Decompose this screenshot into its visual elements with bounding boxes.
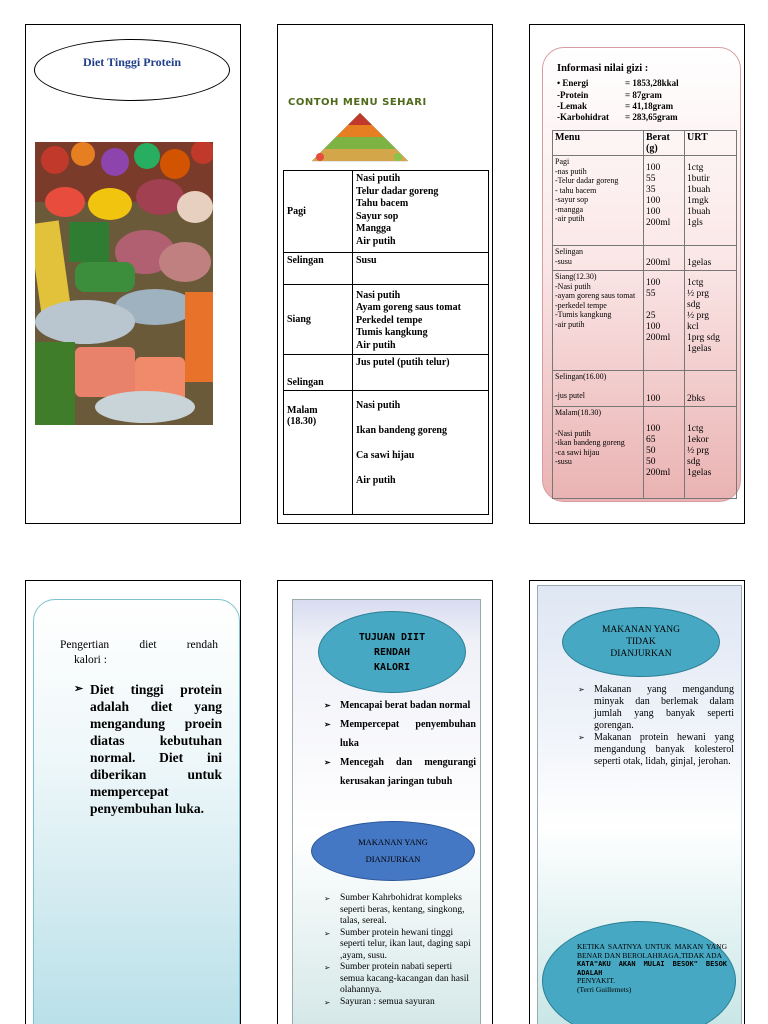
urt-value: ½ prg: [687, 289, 709, 299]
table-row: [284, 253, 489, 285]
daily-menu-table: [283, 170, 489, 515]
weight-value: 25: [646, 311, 656, 321]
nutrient-row: [557, 112, 678, 122]
weight-value: 50: [646, 457, 656, 467]
urt-value: ½ prg: [687, 311, 709, 321]
food-line: -mangga: [555, 204, 583, 214]
recommended-item: ➢ Sayuran : semua sayuran: [324, 997, 476, 1009]
nutrient-name: • Energi: [557, 78, 589, 88]
meal-time-label: Malam (18.30): [287, 405, 318, 427]
column-header: Berat (g): [644, 131, 685, 156]
menu-item: Tumis kangkung: [356, 327, 428, 338]
menu-item: Air putih: [356, 475, 396, 486]
menu-item: Nasi putih: [356, 289, 401, 301]
food-line: -sayur sop: [555, 195, 589, 204]
goals-oval: [318, 611, 466, 693]
quote-line-emphasis: KATA"AKU AKAN MULAI BESOK" BESOK ADALAH: [577, 960, 727, 977]
food-line: Selingan(16.00): [555, 372, 607, 381]
meal-time: Selingan: [284, 355, 353, 391]
nutrient-value: = 1853,28kkal: [625, 78, 679, 88]
nutrient-row: [557, 101, 673, 111]
urt-value: sdg: [687, 300, 701, 310]
weight-value: 55: [646, 174, 656, 184]
not-recommended-item: ➢ Makanan protein hewani yang mengandung banyak kolesterol seperti otak, lidah, ginjal, jerohan.: [578, 732, 734, 768]
food-cell: [553, 271, 644, 371]
not-recommended-oval: [562, 607, 720, 677]
goals-title-line: TUJUAN DIIT: [358, 631, 426, 643]
menu-item: Nasi putih: [356, 173, 401, 184]
table-row: [553, 407, 737, 499]
column-header: URT: [685, 131, 737, 156]
urt-value: 2bks: [687, 394, 705, 404]
panel-not-recommended: [529, 580, 745, 1024]
meal-time: [284, 391, 353, 515]
urt-value: sdg: [687, 457, 701, 467]
recommended-item: ➢ Sumber Kahrbohidrat kompleks seperti beras, kentang, singkong, talas, sereal.: [324, 893, 476, 928]
food-line: -nas putih: [555, 166, 587, 176]
menu-item: Perkedel tempe: [356, 314, 423, 326]
table-row: [284, 355, 489, 391]
nutrition-title: Informasi nilai gizi :: [557, 63, 649, 74]
definition-list: [74, 681, 222, 817]
food-line: -Tumis kangkung: [555, 310, 612, 319]
food-line: - tahu bacem: [555, 185, 597, 195]
weight-value: 100: [646, 424, 661, 434]
table-row: [284, 391, 489, 515]
not-recommended-title-line: DIANJURKAN: [610, 649, 672, 659]
menu-item: Ca sawi hijau: [356, 450, 415, 461]
recommended-list: [324, 893, 476, 1008]
food-cell: [553, 371, 644, 407]
weight-cell: [644, 271, 685, 371]
nutrient-name-text: Energi: [562, 78, 589, 88]
goals-title-line: RENDAH: [373, 646, 411, 658]
not-recommended-item: ➢ Makanan yang mengandung minyak dan berlemak dalam jumlah yang banyak seperti gorengan.: [578, 684, 734, 732]
urt-value: 1ctg: [687, 163, 704, 173]
recommended-title-line: DIANJURKAN: [365, 854, 421, 864]
goal-item: ➢ Mencegah dan mengurangi kerusakan jaringan tubuh: [324, 753, 476, 791]
urt-value: ½ prg: [687, 446, 709, 456]
quote-line: PENYAKIT.: [577, 976, 615, 985]
urt-value: 1buah: [687, 185, 711, 195]
meal-time: Selingan: [284, 253, 353, 285]
nutrient-value: = 41,18gram: [625, 101, 674, 111]
nutrient-name: -Karbohidrat: [557, 112, 610, 122]
meal-items: [353, 171, 489, 253]
urt-cell: [685, 407, 737, 499]
goal-item: ➢ Mempercepat penyembuhan luka: [324, 715, 476, 753]
food-line: -ca sawi hijau: [555, 447, 600, 457]
urt-value: 1gelas: [687, 468, 712, 478]
weight-value: 100: [646, 394, 661, 404]
table-header-row: [553, 131, 737, 156]
menu-item: Nasi putih: [356, 400, 401, 411]
meal-items: [353, 391, 489, 515]
food-line: Siang(12.30): [555, 272, 597, 281]
not-recommended-title-line: TIDAK: [626, 637, 656, 647]
urt-cell: [685, 246, 737, 271]
menu-item: Telur dadar goreng: [356, 185, 439, 197]
menu-item: Air putih: [356, 339, 396, 351]
urt-value: kcl: [687, 322, 699, 332]
nutrient-row: [557, 78, 679, 88]
food-line: -ayam goreng saus tomat: [555, 291, 636, 300]
quote: [577, 943, 727, 994]
table-row: [553, 246, 737, 271]
panel-cover: [25, 24, 241, 524]
definition-title: Pengertian diet rendah: [60, 639, 218, 651]
table-row: [284, 171, 489, 253]
title-oval: [34, 39, 230, 101]
urt-cell: [685, 371, 737, 407]
menu-item: Mangga: [356, 223, 391, 234]
weight-value: 200ml: [646, 258, 671, 268]
panel-goals: [277, 580, 493, 1024]
weight-cell: [644, 407, 685, 499]
quote-line: KETIKA SAATNYA UNTUK MAKAN YANG BENAR DAN BEROLAHRAGA,TIDAK ADA: [577, 942, 727, 960]
meal-time: Siang: [284, 285, 353, 355]
nutrient-value: = 283,65gram: [625, 112, 678, 122]
definition-title-cont: kalori :: [74, 654, 107, 666]
definition-text: ➢ Diet tinggi protein adalah diet yang mengandung proein diatas kebutuhan normal. Diet ini diberikan untuk mempercepat penyembuhan luka.: [74, 681, 222, 817]
table-row: [553, 371, 737, 407]
table-row: [553, 156, 737, 246]
weight-value: 200ml: [646, 333, 671, 343]
recommended-title-line: MAKANAN YANG: [358, 837, 428, 847]
vegetables-photo: [35, 142, 213, 425]
panel-menu: [277, 24, 493, 524]
brochure-title: Diet Tinggi Protein: [82, 54, 181, 69]
food-line: Pagi: [555, 157, 570, 166]
urt-value: 1ctg: [687, 424, 704, 434]
menu-heading: CONTOH MENU SEHARI: [288, 97, 427, 108]
food-line: -perkedel tempe: [555, 300, 607, 310]
urt-value: 1gls: [687, 218, 703, 228]
menu-item: Susu: [356, 255, 377, 266]
goal-item: ➢ Mencapai berat badan normal: [324, 696, 476, 715]
weight-value: 50: [646, 446, 656, 456]
weight-value: 35: [646, 185, 656, 195]
food-cell: [553, 156, 644, 246]
meal-items: [353, 355, 489, 391]
urt-value: 1gelas: [687, 258, 712, 268]
food-line: -susu: [555, 256, 572, 266]
table-row: [553, 271, 737, 371]
urt-value: 1butir: [687, 174, 710, 184]
panel-nutrition: [529, 24, 745, 524]
nutrient-row: [557, 90, 662, 100]
panel-definition: [25, 580, 241, 1024]
menu-item: Tahu bacem: [356, 198, 409, 209]
weight-value: 100: [646, 278, 661, 288]
quote-author: (Terri Guillemets): [577, 984, 632, 994]
urt-value: 1mgk: [687, 196, 709, 206]
goals-title-line: KALORI: [373, 661, 411, 673]
weight-value: 200ml: [646, 218, 671, 228]
urt-cell: [685, 156, 737, 246]
food-cell: [553, 246, 644, 271]
food-line: -air putih: [555, 214, 585, 223]
menu-item: Sayur sop: [356, 210, 399, 222]
food-line: -susu: [555, 457, 572, 466]
recommended-item: ➢ Sumber protein nabati seperti semua kacang-kacangan dan hasil olahannya.: [324, 962, 476, 997]
weight-cell: [644, 156, 685, 246]
goals-list: [324, 696, 476, 791]
menu-item: Ayam goreng saus tomat: [356, 302, 461, 313]
menu-item: Ikan bandeng goreng: [356, 425, 447, 436]
food-line: -Nasi putih: [555, 428, 591, 438]
column-header: Menu: [553, 131, 644, 156]
food-line: -air putih: [555, 319, 585, 329]
menu-item: Jus putel (putih telur): [356, 357, 450, 368]
urt-value: 1prg sdg: [687, 333, 720, 343]
urt-value: 1gelas: [687, 344, 712, 354]
meal-items: [353, 253, 489, 285]
weight-value: 55: [646, 289, 656, 299]
weight-value: 100: [646, 196, 661, 206]
food-line: -Telur dadar goreng: [555, 176, 619, 185]
meal-items: [353, 285, 489, 355]
food-line: -jus putel: [555, 390, 585, 400]
not-recommended-title-line: MAKANAN YANG: [601, 625, 681, 635]
weight-value: 100: [646, 163, 661, 173]
weight-cell: [644, 371, 685, 407]
weight-cell: [644, 246, 685, 271]
recommended-item: ➢ Sumber protein hewani tinggi seperti telur, ikan laut, daging sapi ,ayam, susu.: [324, 928, 476, 963]
weight-value: 65: [646, 435, 656, 445]
urt-value: 1buah: [687, 207, 711, 217]
weight-value: 200ml: [646, 468, 671, 478]
food-line: Malam(18.30): [555, 408, 601, 417]
meal-time: Pagi: [284, 171, 353, 253]
food-line: -Nasi putih: [555, 281, 591, 291]
food-pyramid-image: [290, 111, 430, 165]
not-recommended-list: [578, 684, 734, 768]
weight-value: 100: [646, 207, 661, 217]
recommended-oval: [311, 821, 475, 881]
menu-item: Air putih: [356, 235, 396, 247]
food-line: Selingan: [555, 247, 583, 256]
nutrition-table: [552, 130, 737, 499]
weight-value: 100: [646, 322, 661, 332]
nutrient-name: -Lemak: [557, 101, 587, 111]
nutrient-value: = 87gram: [625, 90, 662, 100]
food-cell: [553, 407, 644, 499]
urt-value: 1ctg: [687, 278, 704, 288]
table-row: [284, 285, 489, 355]
food-line: -ikan bandeng goreng: [555, 438, 625, 447]
urt-cell: [685, 271, 737, 371]
nutrient-name: -Protein: [557, 90, 589, 100]
urt-value: 1ekor: [687, 435, 709, 445]
